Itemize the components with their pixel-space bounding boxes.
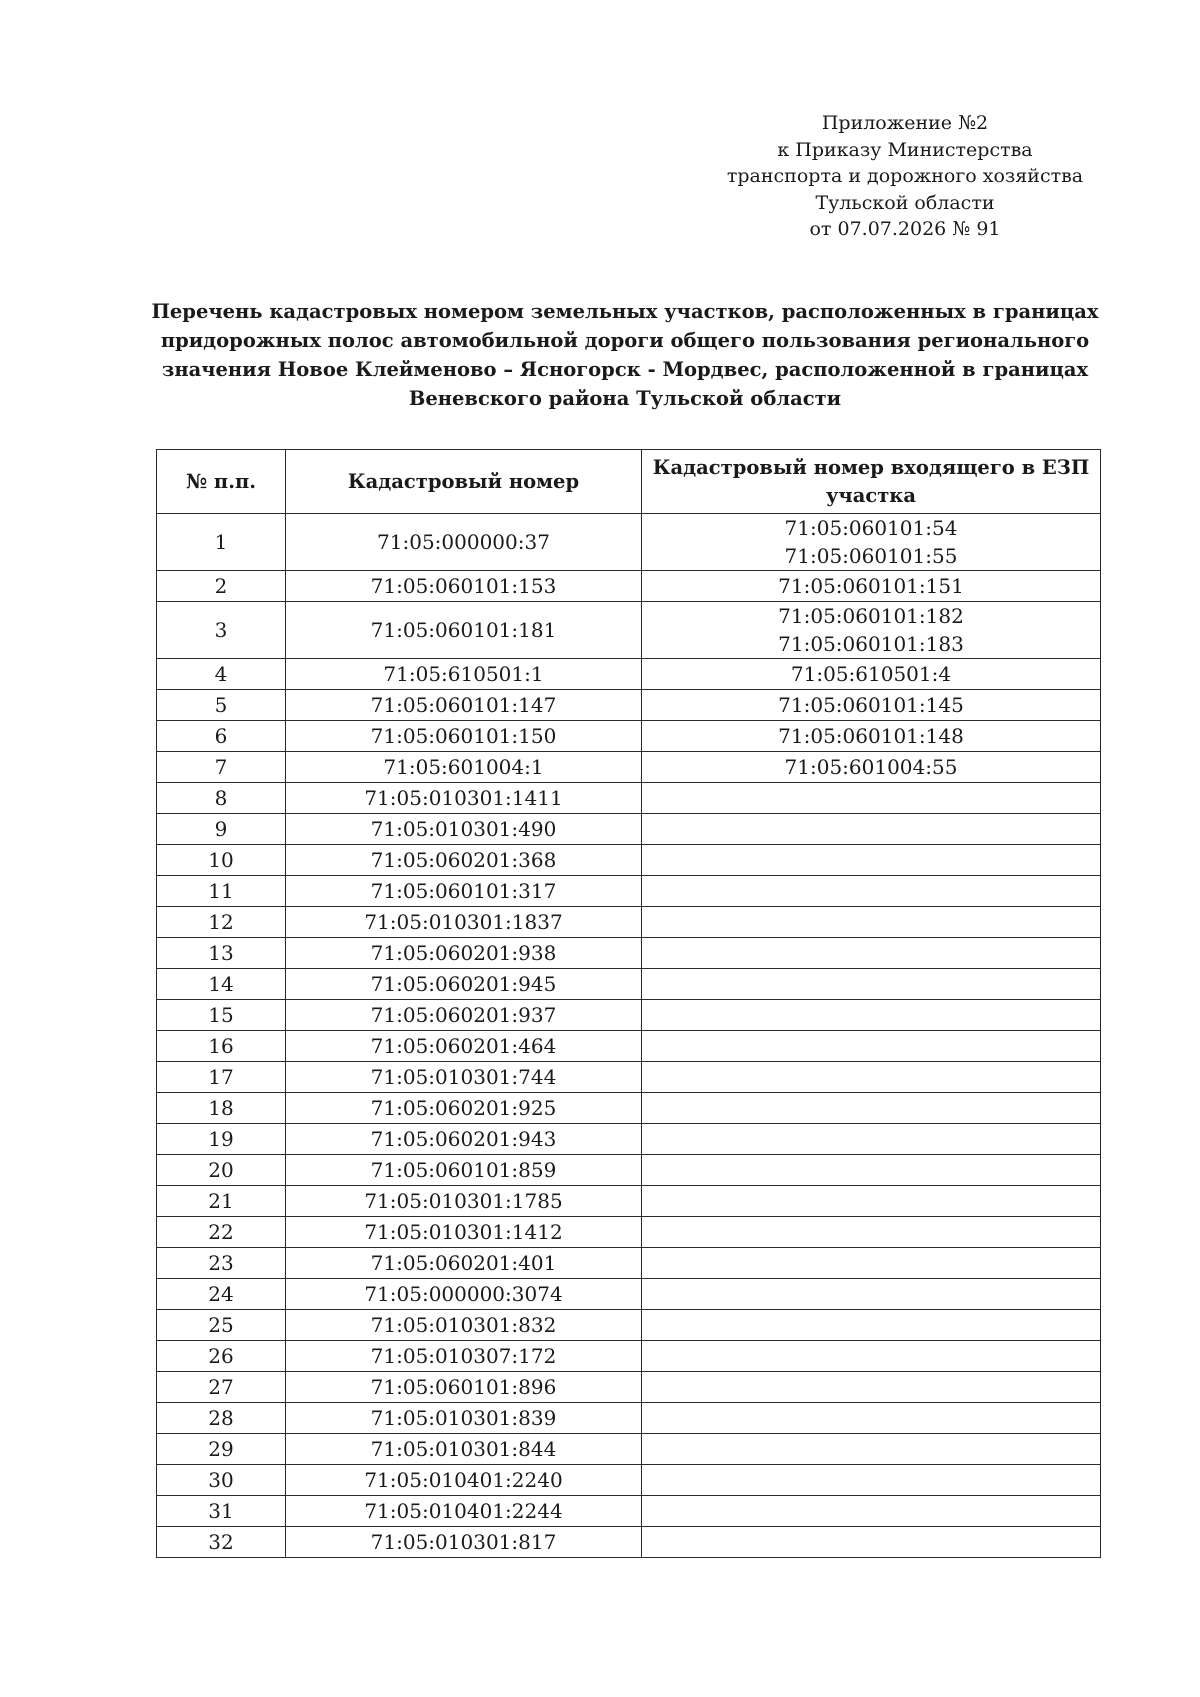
ezp-cadastral-number: 71:05:060101:55	[784, 544, 958, 568]
ezp-cadastral-cell	[642, 814, 1101, 845]
table-row	[157, 1310, 1101, 1341]
row-number: 18	[157, 1093, 286, 1124]
row-number: 2	[157, 571, 286, 602]
cadastral-number: 71:05:610501:1	[286, 659, 642, 690]
row-number: 21	[157, 1186, 286, 1217]
row-number: 14	[157, 969, 286, 1000]
row-number: 24	[157, 1279, 286, 1310]
ezp-cadastral-cell	[642, 1279, 1101, 1310]
cadastral-number: 71:05:060101:896	[286, 1372, 642, 1403]
table-body	[157, 514, 1101, 1558]
cadastral-number: 71:05:010301:1411	[286, 783, 642, 814]
table-row	[157, 876, 1101, 907]
ezp-cadastral-cell	[642, 845, 1101, 876]
row-number: 10	[157, 845, 286, 876]
title-line-3: значения Новое Клейменово – Ясногорск - Мордвес, расположенной в границах	[161, 358, 1089, 381]
row-number: 31	[157, 1496, 286, 1527]
cadastral-number: 71:05:060201:464	[286, 1031, 642, 1062]
table-row	[157, 690, 1101, 721]
row-number: 16	[157, 1031, 286, 1062]
ezp-cadastral-cell	[642, 907, 1101, 938]
row-number: 3	[157, 602, 286, 659]
cadastral-number: 71:05:060201:938	[286, 938, 642, 969]
table-row	[157, 1248, 1101, 1279]
ezp-cadastral-cell	[642, 1403, 1101, 1434]
cadastral-table	[156, 449, 1101, 1558]
ezp-cadastral-cell	[642, 783, 1101, 814]
ezp-cadastral-cell	[642, 1062, 1101, 1093]
ezp-cadastral-cell	[642, 938, 1101, 969]
ezp-cadastral-cell	[642, 1031, 1101, 1062]
table-row	[157, 1496, 1101, 1527]
row-number: 15	[157, 1000, 286, 1031]
cadastral-number: 71:05:601004:1	[286, 752, 642, 783]
cadastral-number: 71:05:000000:37	[286, 514, 642, 571]
row-number: 32	[157, 1527, 286, 1558]
ezp-cadastral-cell	[642, 690, 1101, 721]
cadastral-number: 71:05:010301:844	[286, 1434, 642, 1465]
ezp-cadastral-cell	[642, 1465, 1101, 1496]
header-ezp-line-1: Кадастровый номер входящего в ЕЗП	[652, 455, 1090, 479]
ezp-cadastral-cell	[642, 1124, 1101, 1155]
ezp-cadastral-cell	[642, 1496, 1101, 1527]
cadastral-number: 71:05:060201:945	[286, 969, 642, 1000]
row-number: 11	[157, 876, 286, 907]
ezp-cadastral-cell	[642, 571, 1101, 602]
cadastral-number: 71:05:010301:817	[286, 1527, 642, 1558]
table-row	[157, 1341, 1101, 1372]
cadastral-number: 71:05:010301:839	[286, 1403, 642, 1434]
ezp-cadastral-cell	[642, 514, 1101, 571]
ezp-cadastral-cell	[642, 1186, 1101, 1217]
cadastral-number: 71:05:010307:172	[286, 1341, 642, 1372]
cadastral-number: 71:05:010301:744	[286, 1062, 642, 1093]
cadastral-number: 71:05:010401:2244	[286, 1496, 642, 1527]
cadastral-number: 71:05:060101:153	[286, 571, 642, 602]
row-number: 12	[157, 907, 286, 938]
ezp-cadastral-number: 71:05:060101:182	[778, 604, 964, 628]
title-line-1: Перечень кадастровых номером земельных участков, расположенных в границах	[151, 300, 1099, 323]
cadastral-number: 71:05:010401:2240	[286, 1465, 642, 1496]
ezp-cadastral-number: 71:05:060101:148	[778, 724, 964, 748]
header-ezp-line-2: участка	[825, 483, 917, 507]
row-number: 7	[157, 752, 286, 783]
table-row	[157, 845, 1101, 876]
ezp-cadastral-cell	[642, 602, 1101, 659]
cadastral-number: 71:05:010301:1412	[286, 1217, 642, 1248]
ezp-cadastral-number: 71:05:060101:151	[778, 574, 964, 598]
row-number: 26	[157, 1341, 286, 1372]
ezp-cadastral-cell	[642, 1434, 1101, 1465]
row-number: 29	[157, 1434, 286, 1465]
appendix-date: от 07.07.2026 № 91	[809, 218, 1001, 240]
table-row	[157, 1279, 1101, 1310]
ezp-cadastral-cell	[642, 1527, 1101, 1558]
table-header-row	[157, 450, 1101, 514]
table-row	[157, 938, 1101, 969]
cadastral-number: 71:05:010301:832	[286, 1310, 642, 1341]
title-line-2: придорожных полос автомобильной дороги общего пользования регионального	[160, 329, 1090, 352]
cadastral-number: 71:05:060201:925	[286, 1093, 642, 1124]
row-number: 13	[157, 938, 286, 969]
header-ezp	[642, 450, 1101, 514]
appendix-region: Тульской области	[815, 191, 995, 214]
cadastral-number: 71:05:010301:1785	[286, 1186, 642, 1217]
table-row	[157, 1124, 1101, 1155]
cadastral-number: 71:05:060101:859	[286, 1155, 642, 1186]
ezp-cadastral-number: 71:05:601004:55	[784, 755, 958, 779]
table-row	[157, 1403, 1101, 1434]
row-number: 19	[157, 1124, 286, 1155]
table-row	[157, 1031, 1101, 1062]
cadastral-number: 71:05:060201:937	[286, 1000, 642, 1031]
table-row	[157, 907, 1101, 938]
row-number: 1	[157, 514, 286, 571]
table-row	[157, 1093, 1101, 1124]
title-line-4: Веневского района Тульской области	[408, 387, 842, 410]
ezp-cadastral-cell	[642, 659, 1101, 690]
appendix-number: Приложение №2	[821, 112, 989, 134]
table-row	[157, 602, 1101, 659]
ezp-cadastral-cell	[642, 1093, 1101, 1124]
table-row	[157, 1217, 1101, 1248]
table-row	[157, 1465, 1101, 1496]
cadastral-number: 71:05:060101:181	[286, 602, 642, 659]
appendix-ministry: транспорта и дорожного хозяйства	[726, 165, 1084, 187]
cadastral-number: 71:05:060101:150	[286, 721, 642, 752]
table-row	[157, 1155, 1101, 1186]
row-number: 25	[157, 1310, 286, 1341]
table-row	[157, 514, 1101, 571]
row-number: 9	[157, 814, 286, 845]
ezp-cadastral-cell	[642, 1310, 1101, 1341]
row-number: 6	[157, 721, 286, 752]
cadastral-number: 71:05:060101:147	[286, 690, 642, 721]
ezp-cadastral-cell	[642, 1155, 1101, 1186]
cadastral-number: 71:05:060101:317	[286, 876, 642, 907]
ezp-cadastral-cell	[642, 1000, 1101, 1031]
table-row	[157, 1062, 1101, 1093]
header-cadastral: Кадастровый номер	[286, 450, 642, 514]
cadastral-number: 71:05:060201:368	[286, 845, 642, 876]
row-number: 23	[157, 1248, 286, 1279]
row-number: 28	[157, 1403, 286, 1434]
row-number: 27	[157, 1372, 286, 1403]
ezp-cadastral-cell	[642, 876, 1101, 907]
cadastral-number: 71:05:060201:401	[286, 1248, 642, 1279]
table-row	[157, 814, 1101, 845]
ezp-cadastral-number: 71:05:060101:145	[778, 693, 964, 717]
appendix-header	[700, 110, 1110, 243]
table-row	[157, 1372, 1101, 1403]
cadastral-number: 71:05:000000:3074	[286, 1279, 642, 1310]
appendix-order-ref: к Приказу Министерства	[777, 138, 1033, 161]
cadastral-number: 71:05:060201:943	[286, 1124, 642, 1155]
ezp-cadastral-cell	[642, 1248, 1101, 1279]
ezp-cadastral-cell	[642, 752, 1101, 783]
ezp-cadastral-number: 71:05:610501:4	[790, 662, 952, 686]
row-number: 17	[157, 1062, 286, 1093]
ezp-cadastral-number: 71:05:060101:183	[778, 632, 964, 656]
row-number: 20	[157, 1155, 286, 1186]
ezp-cadastral-cell	[642, 1217, 1101, 1248]
table-row	[157, 783, 1101, 814]
table-row	[157, 1000, 1101, 1031]
cadastral-number: 71:05:010301:1837	[286, 907, 642, 938]
row-number: 22	[157, 1217, 286, 1248]
table-row	[157, 969, 1101, 1000]
header-num: № п.п.	[157, 450, 286, 514]
row-number: 30	[157, 1465, 286, 1496]
ezp-cadastral-cell	[642, 969, 1101, 1000]
row-number: 5	[157, 690, 286, 721]
table-row	[157, 659, 1101, 690]
ezp-cadastral-number: 71:05:060101:54	[784, 516, 958, 540]
ezp-cadastral-cell	[642, 721, 1101, 752]
ezp-cadastral-cell	[642, 1341, 1101, 1372]
table-row	[157, 1186, 1101, 1217]
row-number: 8	[157, 783, 286, 814]
row-number: 4	[157, 659, 286, 690]
document-title	[150, 297, 1100, 413]
table-row	[157, 721, 1101, 752]
table-row	[157, 1434, 1101, 1465]
table-row	[157, 1527, 1101, 1558]
table-row	[157, 571, 1101, 602]
cadastral-number: 71:05:010301:490	[286, 814, 642, 845]
ezp-cadastral-cell	[642, 1372, 1101, 1403]
table-row	[157, 752, 1101, 783]
